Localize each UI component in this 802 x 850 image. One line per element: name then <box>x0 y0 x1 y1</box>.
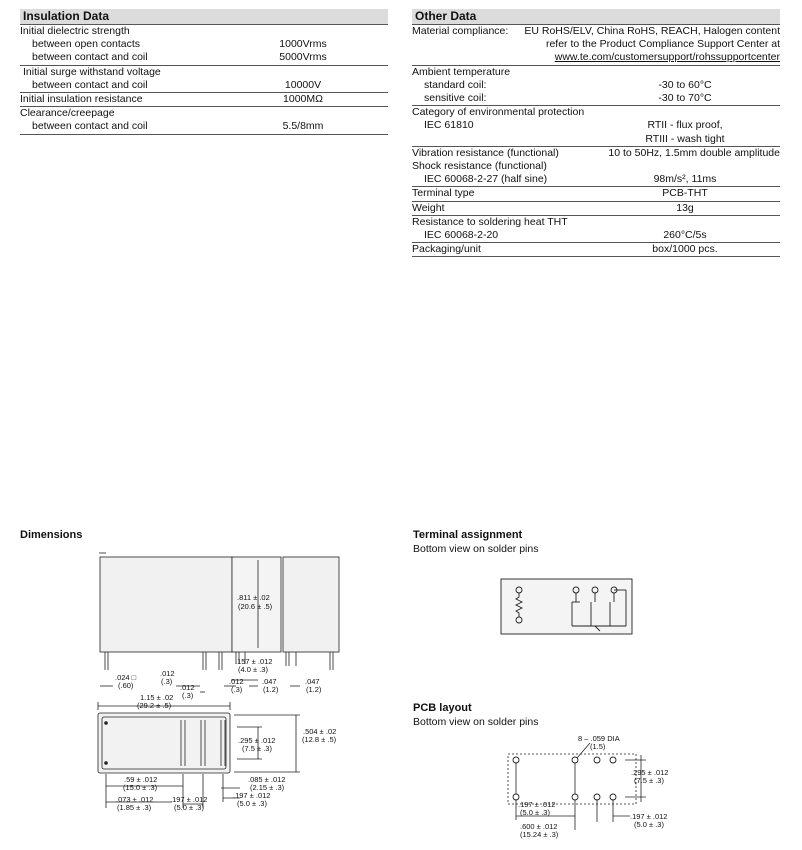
terminal-assignment-subtitle: Bottom view on solder pins <box>413 543 539 555</box>
svg-text:.600 ± .012: .600 ± .012 <box>520 822 558 831</box>
table-row: Shock resistance (functional) <box>412 160 547 173</box>
svg-text:(5.0 ± .3): (5.0 ± .3) <box>237 799 267 808</box>
table-row <box>412 25 780 38</box>
svg-text:.085 ± .012: .085 ± .012 <box>248 775 286 784</box>
svg-text:(5.0 ± .3): (5.0 ± .3) <box>634 820 664 829</box>
pcb-layout-diagram <box>480 730 690 845</box>
material-line1: EU RoHS/ELV, China RoHS, REACH, Halogen content <box>524 25 780 37</box>
svg-text:(1.2): (1.2) <box>306 685 322 694</box>
svg-text:(12.8 ± .5): (12.8 ± .5) <box>302 735 337 744</box>
svg-text:(5.0 ± .3): (5.0 ± .3) <box>174 803 204 812</box>
svg-text:(1.85 ± .3): (1.85 ± .3) <box>117 803 152 812</box>
svg-text:.295 ± .012: .295 ± .012 <box>631 768 669 777</box>
table-row: Category of environmental protection <box>412 106 585 119</box>
svg-text:(7.5 ± .3): (7.5 ± .3) <box>634 776 664 785</box>
dimensions-drawing <box>0 540 400 850</box>
svg-text:(2.15 ± .3): (2.15 ± .3) <box>250 783 285 792</box>
insulation-data-table <box>20 9 388 135</box>
svg-text:(15.24 ± .3): (15.24 ± .3) <box>520 830 559 839</box>
svg-text:.073 ± .012: .073 ± .012 <box>116 795 154 804</box>
table-row: Initial surge withstand voltage <box>23 65 161 78</box>
pcb-dimension-labels <box>518 734 668 839</box>
other-data-title: Other Data <box>412 9 780 25</box>
svg-text:(4.0 ± .3): (4.0 ± .3) <box>238 665 268 674</box>
insulation-data-title: Insulation Data <box>20 9 388 25</box>
terminal-assignment-title: Terminal assignment <box>413 529 523 541</box>
table-row: between contact and coil 10000V <box>32 78 322 91</box>
svg-text:8 – .059 DIA: 8 – .059 DIA <box>578 734 620 743</box>
table-row: between contact and coil 5000Vrms <box>32 51 327 64</box>
svg-text:(5.0 ± .3): (5.0 ± .3) <box>520 808 550 817</box>
other-data-table <box>412 9 780 257</box>
table-row: Ambient temperature <box>412 65 511 78</box>
table-row: IEC 61810 RTII - flux proof, <box>424 119 723 132</box>
table-row: Initial dielectric strength <box>20 25 130 37</box>
svg-text:.811 ± .02: .811 ± .02 <box>237 593 270 602</box>
material-line2: refer to the Product Compliance Support Center at <box>545 38 780 51</box>
table-row: sensitive coil: -30 to 70°C <box>424 92 712 105</box>
svg-text:(.3): (.3) <box>231 685 243 694</box>
svg-text:.157 ± .012: .157 ± .012 <box>235 657 273 666</box>
svg-text:(29.2 ± .5): (29.2 ± .5) <box>137 701 172 710</box>
pcb-layout-title: PCB layout <box>413 702 472 714</box>
svg-text:.012: .012 <box>180 683 195 692</box>
table-row: Vibration resistance (functional) 10 to 50Hz, 1.5mm double amplitude <box>412 146 780 159</box>
svg-text:.197 ± .012: .197 ± .012 <box>170 795 208 804</box>
table-row: between contact and coil 5.5/8mm <box>32 120 324 133</box>
svg-text:.295 ± .012: .295 ± .012 <box>238 736 276 745</box>
svg-text:.197 ± .012: .197 ± .012 <box>518 800 556 809</box>
svg-text:(1.2): (1.2) <box>263 685 279 694</box>
svg-text:(1.5): (1.5) <box>590 742 606 751</box>
svg-text:.197 ± .012: .197 ± .012 <box>233 791 271 800</box>
svg-text:.012: .012 <box>160 669 175 678</box>
svg-text:.197 ± .012: .197 ± .012 <box>630 812 668 821</box>
svg-text:.024 □: .024 □ <box>115 673 137 682</box>
material-label: Material compliance: <box>412 25 509 37</box>
svg-text:.59 ± .012: .59 ± .012 <box>124 775 158 784</box>
table-row: Clearance/creepage <box>20 107 115 120</box>
svg-text:(15.0 ± .3): (15.0 ± .3) <box>123 783 158 792</box>
svg-text:(.60): (.60) <box>118 681 134 690</box>
table-row: standard coil: -30 to 60°C <box>424 78 712 91</box>
svg-text:1.15 ± .02: 1.15 ± .02 <box>140 693 174 702</box>
table-row: IEC 60068-2-20 260°C/5s <box>424 229 707 242</box>
table-row: Weight 13g <box>412 201 694 214</box>
table-row: Packaging/unit box/1000 pcs. <box>412 243 718 256</box>
table-row: between open contacts 1000Vrms <box>32 38 327 51</box>
table-row: Initial insulation resistance 1000MΩ <box>20 93 323 106</box>
svg-text:(.3): (.3) <box>161 677 173 686</box>
svg-text:.012: .012 <box>229 677 244 686</box>
svg-text:(20.6 ± .5): (20.6 ± .5) <box>238 602 273 611</box>
svg-text:(.3): (.3) <box>182 691 194 700</box>
pcb-layout-subtitle: Bottom view on solder pins <box>413 716 539 728</box>
table-row: Terminal type PCB-THT <box>412 187 708 200</box>
table-row: IEC 60068-2-27 (half sine) 98m/s², 11ms <box>424 173 717 186</box>
svg-text:(7.5 ± .3): (7.5 ± .3) <box>242 744 272 753</box>
table-row: Resistance to soldering heat THT <box>412 215 568 228</box>
dimensions-title: Dimensions <box>20 529 83 541</box>
table-row: RTIII - wash tight <box>645 132 725 145</box>
compliance-link[interactable]: www.te.com/customersupport/rohssupportcenter <box>554 51 780 64</box>
svg-text:.047: .047 <box>305 677 320 686</box>
svg-text:.047: .047 <box>262 677 277 686</box>
terminal-assignment-diagram <box>500 578 635 638</box>
svg-text:.504 ± .02: .504 ± .02 <box>303 727 337 736</box>
